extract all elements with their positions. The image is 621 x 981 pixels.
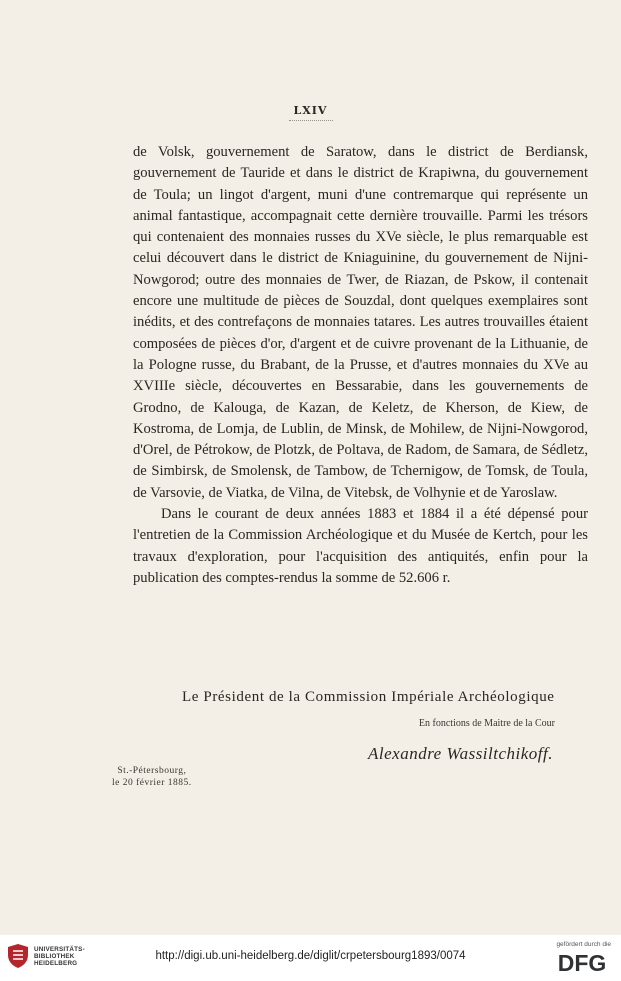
page-number: LXIV — [293, 104, 328, 117]
svg-text:DFG: DFG — [557, 950, 607, 974]
signature-title: Le Président de la Commission Impériale Archéologique — [182, 689, 555, 705]
paragraph-1: de Volsk, gouvernement de Saratow, dans le district de Berdiansk, gouvernement de Tauride et dans le district de Krapiwna, du gouvernement de Toula; un lingot d'argent, muni d'une contremarque qui représente un animal fantastique, accompagnait cette dernière trouvaille. Parmi les trésors qui contenaient des monnaies russes du XVe siècle, le plus remarquable est celui découvert dans le district de Kniaguinine, du gouvernement de Nijni-Nowgorod; outre des monnaies de Twer, de Riazan, de Pskow, il contenait encore une multitude de pièces de Souzdal, dont quelques exemplaires sont inédits, et des contrefaçons de monnaies tatares. Les autres trouvailles étaient composées de pièces d'or, d'argent et de cuivre provenant de la Lithuanie, de la Pologne russe, du Brabant, de la Prusse, et d'autres monnaies du XVe au XVIIIe siècle, découvertes en Bessarabie, dans les gouvernements de Grodno, de Kalouga, de Kazan, de Keletz, de Kherson, de Kiew, de Kostroma, de Lomja, de Lublin, de Minsk, de Mohilew, de Nijni-Nowgorod, d'Orel, de Pétrokow, de Plotzk, de Poltava, de Radom, de Samara, de Sédletz, de Simbirsk, de Smolensk, de Tambow, de Tchernigow, de Tomsk, de Toula, de Varsovie, de Viatka, de Vilna, de Vitebsk, de Volhynie et de Yaroslaw. — [133, 144, 588, 501]
place: St.-Pétersbourg, — [117, 766, 187, 776]
library-name: UNIVERSITÄTS- BIBLIOTHEK HEIDELBERG — [34, 946, 85, 967]
signature-role: En fonctions de Maitre de la Cour — [418, 718, 555, 729]
footer-bar — [0, 935, 621, 981]
funder-caption: gefördert durch die — [556, 941, 611, 948]
page-number-ornament — [289, 120, 333, 123]
body-text — [133, 142, 588, 589]
dfg-logo-icon — [551, 950, 613, 974]
signature-name: Alexandre Wassiltchikoff. — [368, 744, 553, 763]
place-date — [112, 765, 192, 789]
date: le 20 février 1885. — [112, 778, 192, 788]
permalink-url[interactable]: http://digi.ub.uni-heidelberg.de/diglit/crpetersbourg1893/0074 — [155, 950, 466, 962]
paragraph-2: Dans le courant de deux années 1883 et 1884 il a été dépensé pour l'entretien de la Commission Archéologique et du Musée de Kertch, pour les travaux d'exploration, pour l'acquisition des antiquités, enfin pour la publication des comptes-rendus la somme de 52.606 r. — [133, 506, 588, 586]
